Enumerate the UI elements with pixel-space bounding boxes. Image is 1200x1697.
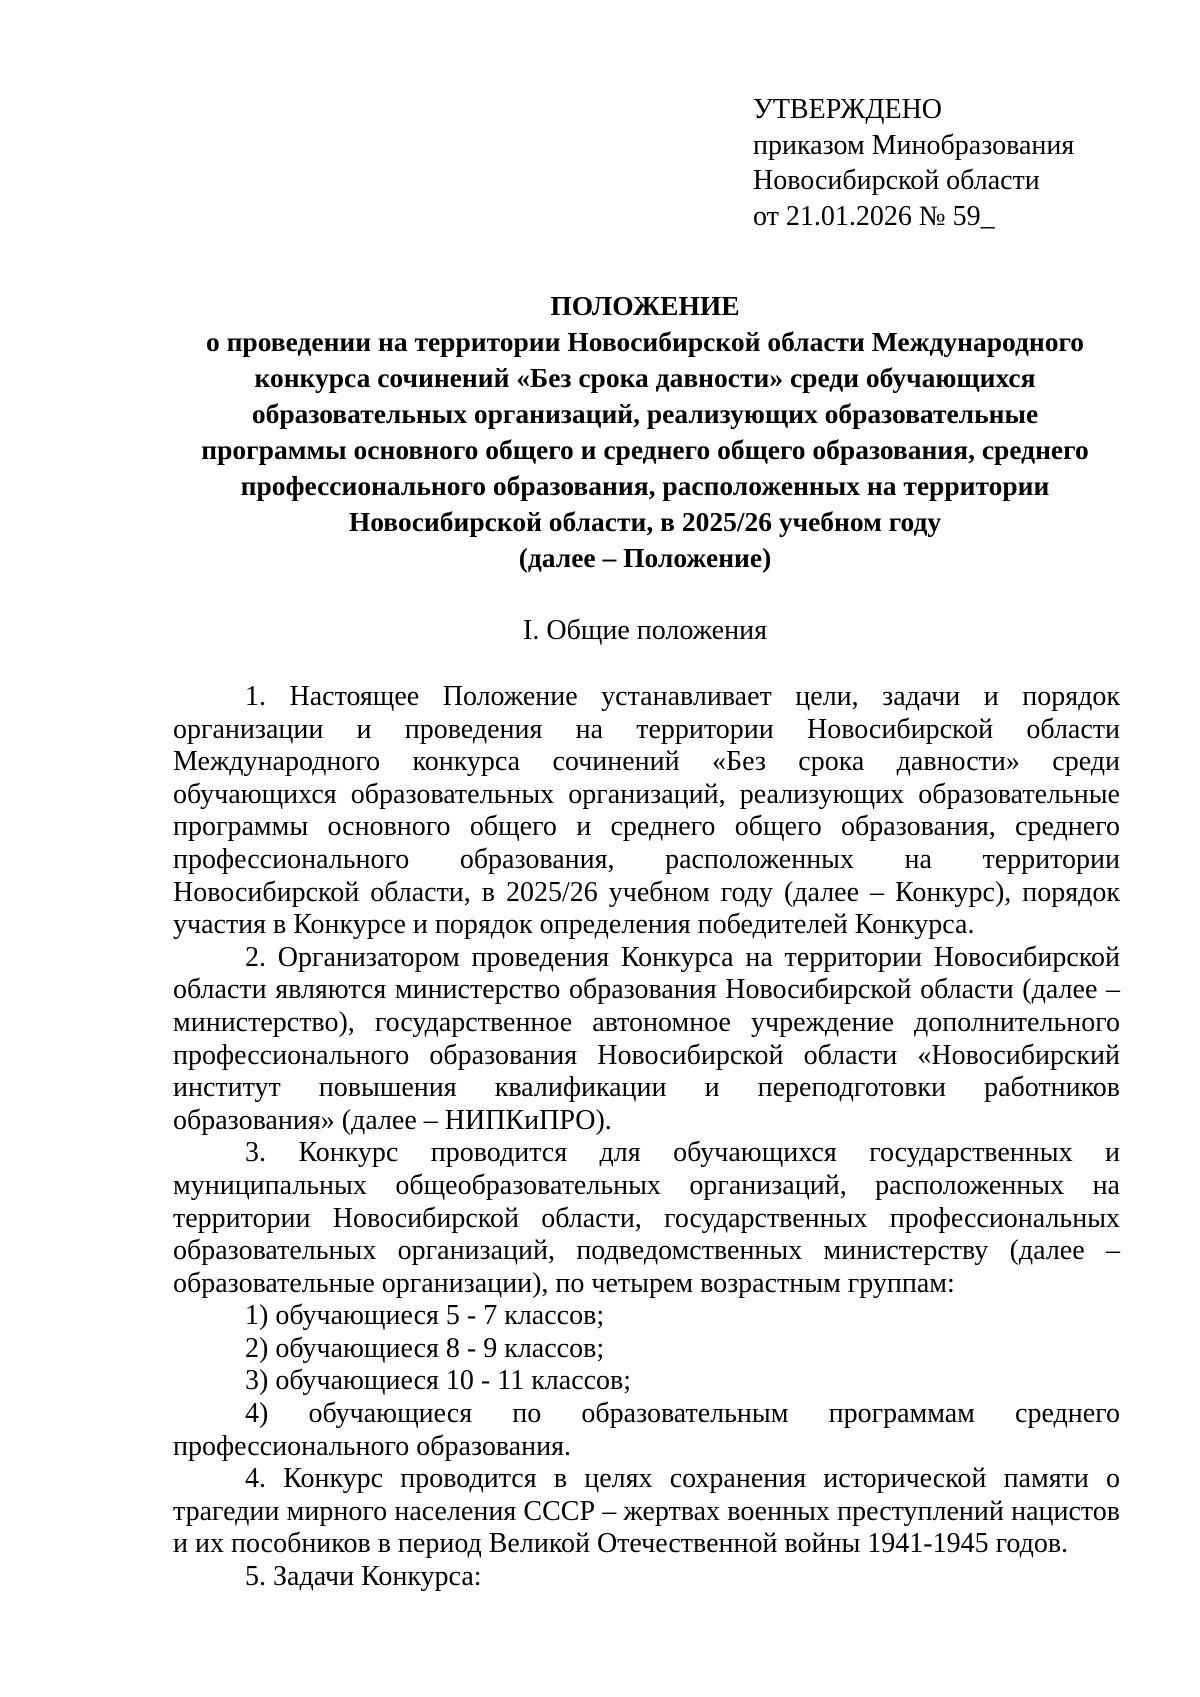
- approval-stamp: [753, 92, 1074, 234]
- document-title-line: программы основного общего и среднего общего образования, среднего: [201, 434, 1089, 465]
- document-body: [173, 681, 1120, 1594]
- list-item: 4) обучающиеся по образовательным программам среднего профессионального образования.: [173, 1398, 1120, 1462]
- paragraph-5: 5. Задачи Конкурса:: [245, 1561, 482, 1593]
- document-title-line: образовательных организаций, реализующих образовательные: [251, 398, 1039, 429]
- document-title-line: профессионального образования, расположенных на территории: [240, 470, 1050, 501]
- document-title-line: конкурса сочинений «Без срока давности» среди обучающихся: [254, 362, 1036, 393]
- approval-date-number: от 21.01.2026 № 59_: [753, 200, 995, 232]
- document-title-line: о проведении на территории Новосибирской области Международного: [205, 326, 1085, 357]
- list-item: 3) обучающиеся 10 - 11 классов;: [245, 1365, 632, 1397]
- list-item: 1) обучающиеся 5 - 7 классов;: [245, 1300, 605, 1332]
- document-title-heading: ПОЛОЖЕНИЕ: [550, 290, 740, 321]
- document-title: [150, 288, 1140, 576]
- list-item: 2) обучающиеся 8 - 9 классов;: [245, 1332, 605, 1364]
- paragraph-4: 4. Конкурс проводится в целях сохранения исторической памяти о трагедии мирного населения СССР – жертвах военных преступлений нацистов и их пособников в период Великой Отечественной войны 1941-1945 годов.: [173, 1463, 1120, 1560]
- paragraph-3: 3. Конкурс проводится для обучающихся государственных и муниципальных общеобразовательных организаций, расположенных на территории Новосибирской области, государственных профессиональных образовательных организаций, подведомственных министерству (далее – образовательные организации), по четырем возрастным группам:: [173, 1137, 1120, 1299]
- paragraph-1: 1. Настоящее Положение устанавливает цели, задачи и порядок организации и проведения на территории Новосибирской области Международного конкурса сочинений «Без срока давности» среди обучающихся образовательных организаций, реализующих образовательные программы основного общего и среднего общего образования, среднего профессионального образования, расположенных на территории Новосибирской области, в 2025/26 учебном году (далее – Конкурс), порядок участия в Конкурсе и порядок определения победителей Конкурса.: [173, 681, 1120, 941]
- document-title-line: (далее – Положение): [518, 542, 772, 573]
- approval-order: приказом Минобразования: [753, 129, 1075, 161]
- approval-status: УТВЕРЖДЕНО: [753, 94, 943, 125]
- approval-region: Новосибирской области: [753, 165, 1040, 196]
- section-heading: I. Общие положения: [523, 615, 767, 646]
- document-title-line: Новосибирской области, в 2025/26 учебном году: [348, 506, 942, 537]
- paragraph-2: 2. Организатором проведения Конкурса на территории Новосибирской области являются министерство образования Новосибирской области (далее – министерство), государственное автономное учреждение дополнительного профессионального образования Новосибирской области «Новосибирский институт повышения квалификации и переподготовки работников образования» (далее – НИПКиПРО).: [173, 941, 1120, 1136]
